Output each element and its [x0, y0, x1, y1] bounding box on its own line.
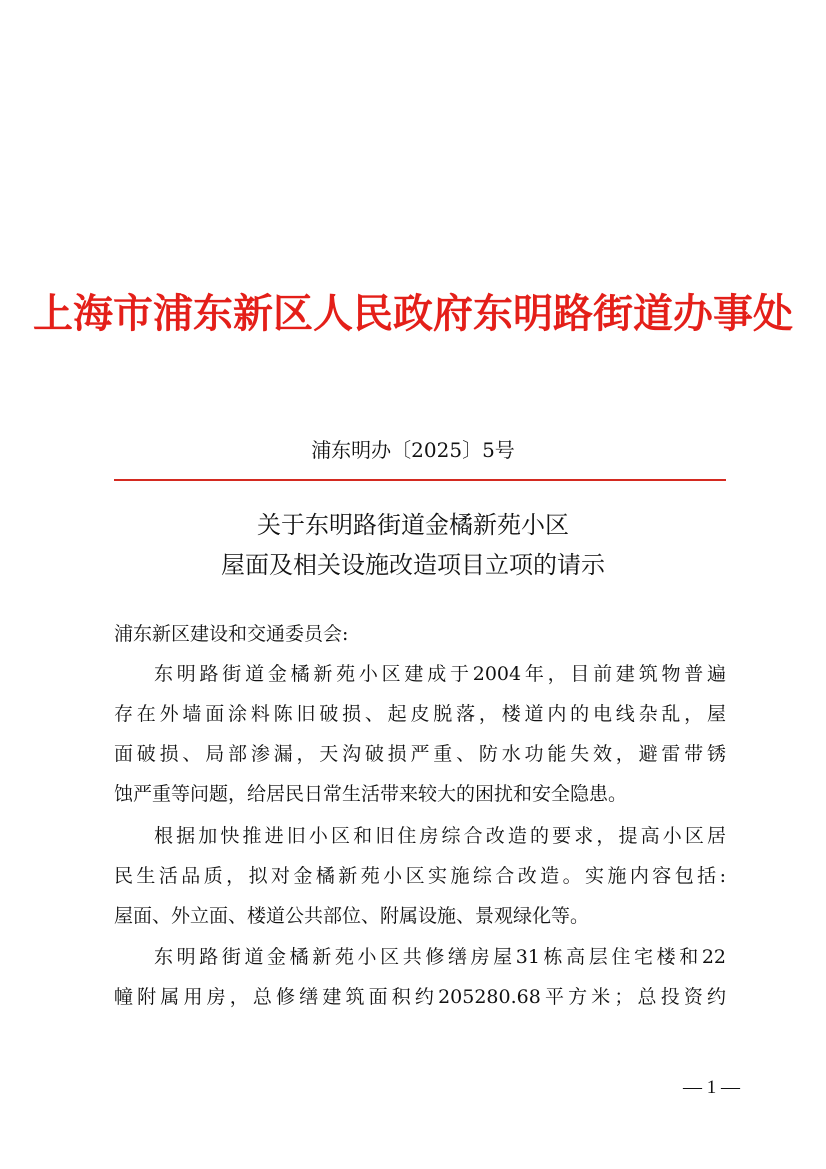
paragraph-line: 幢附属用房，总修缮建筑面积约205280.68平方米；总投资约 — [114, 986, 726, 1008]
document-number: 浦东明办〔2025〕5号 — [311, 438, 515, 462]
issuer-heading: 上海市浦东新区人民政府东明路街道办事处 — [33, 290, 793, 337]
paragraph-line: 存在外墙面涂料陈旧破损、起皮脱落，楼道内的电线杂乱，屋 — [114, 703, 726, 725]
paragraph-line: 面破损、局部渗漏，天沟破损严重、防水功能失效，避雷带锈 — [114, 743, 726, 765]
red-divider-line — [114, 479, 726, 481]
document-title-line-2: 屋面及相关设施改造项目立项的请示 — [221, 551, 605, 579]
paragraph-line: 蚀严重等问题，给居民日常生活带来较大的困扰和安全隐患。 — [114, 783, 628, 805]
paragraph-line: 民生活品质，拟对金橘新苑小区实施综合改造。实施内容包括: — [114, 865, 726, 887]
paragraph-line: 东明路街道金橘新苑小区共修缮房屋31栋高层住宅楼和22 — [154, 946, 726, 968]
document-title-line-1: 关于东明路街道金橘新苑小区 — [257, 511, 569, 539]
page-number: — 1 — — [683, 1077, 740, 1098]
paragraph-line: 根据加快推进旧小区和旧住房综合改造的要求，提高小区居 — [154, 825, 726, 847]
salutation: 浦东新区建设和交通委员会: — [114, 623, 349, 645]
paragraph-line: 东明路街道金橘新苑小区建成于2004年，目前建筑物普遍 — [154, 663, 726, 685]
paragraph-line: 屋面、外立面、楼道公共部位、附属设施、景观绿化等。 — [114, 905, 590, 927]
